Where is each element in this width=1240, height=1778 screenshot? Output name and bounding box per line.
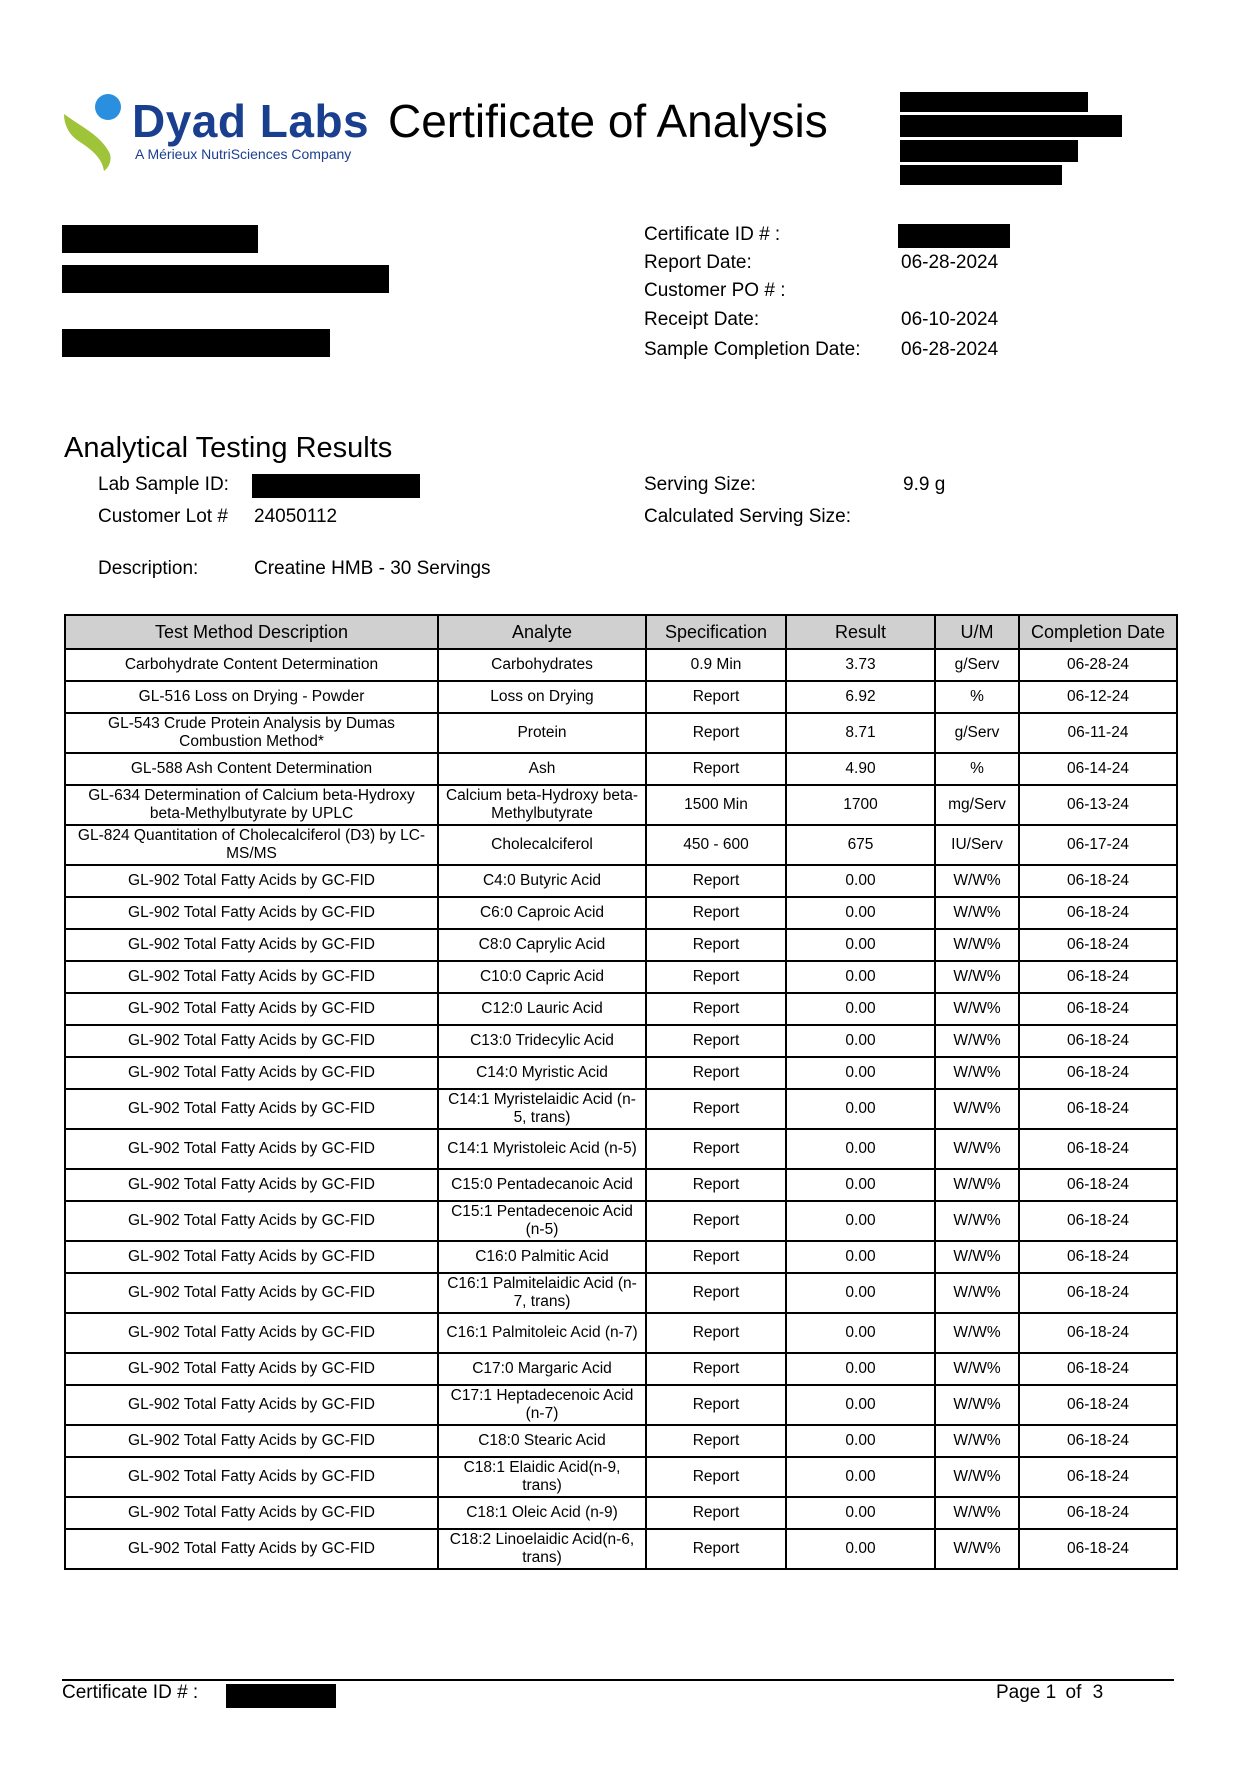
analyte-cell: C18:1 Elaidic Acid(n-9, trans): [438, 1457, 646, 1497]
analyte-cell: C18:0 Stearic Acid: [438, 1425, 646, 1457]
results-table: [64, 614, 1178, 1570]
test-method-cell: GL-902 Total Fatty Acids by GC-FID: [65, 1025, 438, 1057]
test-method-cell: GL-634 Determination of Calcium beta-Hydroxy beta-Methylbutyrate by UPLC: [65, 785, 438, 825]
analyte-cell: Loss on Drying: [438, 681, 646, 713]
test-method-cell: GL-902 Total Fatty Acids by GC-FID: [65, 993, 438, 1025]
completion-date-cell: 06-18-24: [1019, 897, 1177, 929]
redacted-block: [62, 329, 330, 357]
unit-cell: W/W%: [935, 1169, 1019, 1201]
table-row: [65, 785, 1177, 825]
unit-cell: W/W%: [935, 1241, 1019, 1273]
test-method-cell: GL-902 Total Fatty Acids by GC-FID: [65, 865, 438, 897]
company-logo: [62, 92, 382, 172]
specification-cell: 1500 Min: [646, 785, 786, 825]
unit-cell: W/W%: [935, 897, 1019, 929]
specification-cell: Report: [646, 1353, 786, 1385]
column-header: Specification: [646, 615, 786, 649]
table-row: [65, 1273, 1177, 1313]
specification-cell: Report: [646, 1385, 786, 1425]
test-method-cell: GL-902 Total Fatty Acids by GC-FID: [65, 1425, 438, 1457]
specification-cell: Report: [646, 1025, 786, 1057]
unit-cell: g/Serv: [935, 713, 1019, 753]
analyte-cell: C16:1 Palmitelaidic Acid (n-7, trans): [438, 1273, 646, 1313]
result-cell: 0.00: [786, 865, 935, 897]
specification-cell: Report: [646, 1129, 786, 1169]
completion-date-cell: 06-18-24: [1019, 1529, 1177, 1569]
report-date-label: Report Date:: [644, 252, 752, 273]
table-row: [65, 1385, 1177, 1425]
specification-cell: Report: [646, 713, 786, 753]
analyte-cell: Protein: [438, 713, 646, 753]
result-cell: 0.00: [786, 993, 935, 1025]
completion-date-cell: 06-11-24: [1019, 713, 1177, 753]
page-total: 3: [1092, 1682, 1104, 1703]
specification-cell: Report: [646, 1273, 786, 1313]
test-method-cell: GL-902 Total Fatty Acids by GC-FID: [65, 1089, 438, 1129]
analyte-cell: C18:1 Oleic Acid (n-9): [438, 1497, 646, 1529]
test-method-cell: GL-902 Total Fatty Acids by GC-FID: [65, 961, 438, 993]
unit-cell: W/W%: [935, 961, 1019, 993]
completion-date-cell: 06-18-24: [1019, 1057, 1177, 1089]
analyte-cell: C16:0 Palmitic Acid: [438, 1241, 646, 1273]
brand-subtitle: A Mérieux NutriSciences Company: [135, 146, 352, 162]
completion-date-cell: 06-14-24: [1019, 753, 1177, 785]
redacted-lab-sample-id: [252, 474, 420, 498]
result-cell: 0.00: [786, 1353, 935, 1385]
table-header-row: [65, 615, 1177, 649]
table-row: [65, 1241, 1177, 1273]
specification-cell: Report: [646, 993, 786, 1025]
result-cell: 1700: [786, 785, 935, 825]
test-method-cell: GL-902 Total Fatty Acids by GC-FID: [65, 1353, 438, 1385]
result-cell: 0.00: [786, 1057, 935, 1089]
test-method-cell: GL-902 Total Fatty Acids by GC-FID: [65, 1457, 438, 1497]
customer-lot-value: 24050112: [254, 506, 338, 527]
table-row: [65, 1169, 1177, 1201]
specification-cell: Report: [646, 1425, 786, 1457]
unit-cell: IU/Serv: [935, 825, 1019, 865]
completion-date-cell: 06-18-24: [1019, 1425, 1177, 1457]
unit-cell: W/W%: [935, 1089, 1019, 1129]
result-cell: 675: [786, 825, 935, 865]
completion-date-cell: 06-18-24: [1019, 1241, 1177, 1273]
test-method-cell: GL-824 Quantitation of Cholecalciferol (D3) by LC-MS/MS: [65, 825, 438, 865]
result-cell: 0.00: [786, 1529, 935, 1569]
redacted-block: [900, 140, 1078, 162]
serving-size-value: 9.9 g: [903, 474, 946, 495]
unit-cell: W/W%: [935, 1385, 1019, 1425]
unit-cell: %: [935, 753, 1019, 785]
specification-cell: Report: [646, 1089, 786, 1129]
completion-date-cell: 06-18-24: [1019, 929, 1177, 961]
column-header: Result: [786, 615, 935, 649]
test-method-cell: GL-516 Loss on Drying - Powder: [65, 681, 438, 713]
column-header: Test Method Description: [65, 615, 438, 649]
test-method-cell: GL-543 Crude Protein Analysis by Dumas Combustion Method*: [65, 713, 438, 753]
column-header: Analyte: [438, 615, 646, 649]
test-method-cell: GL-902 Total Fatty Acids by GC-FID: [65, 1057, 438, 1089]
analyte-cell: C17:0 Margaric Acid: [438, 1353, 646, 1385]
table-row: [65, 1025, 1177, 1057]
unit-cell: W/W%: [935, 1057, 1019, 1089]
test-method-cell: GL-902 Total Fatty Acids by GC-FID: [65, 1313, 438, 1353]
table-row: [65, 1425, 1177, 1457]
specification-cell: 450 - 600: [646, 825, 786, 865]
completion-date-label: Sample Completion Date:: [644, 339, 861, 360]
table-row: [65, 713, 1177, 753]
table-row: [65, 1089, 1177, 1129]
completion-date-cell: 06-18-24: [1019, 1457, 1177, 1497]
specification-cell: Report: [646, 1169, 786, 1201]
completion-date-cell: 06-18-24: [1019, 1201, 1177, 1241]
certificate-id-label: Certificate ID # :: [644, 224, 781, 245]
table-row: [65, 961, 1177, 993]
result-cell: 0.00: [786, 1169, 935, 1201]
unit-cell: W/W%: [935, 1497, 1019, 1529]
analyte-cell: C6:0 Caproic Acid: [438, 897, 646, 929]
specification-cell: Report: [646, 929, 786, 961]
specification-cell: Report: [646, 1313, 786, 1353]
test-method-cell: GL-902 Total Fatty Acids by GC-FID: [65, 1241, 438, 1273]
specification-cell: Report: [646, 865, 786, 897]
specification-cell: Report: [646, 1497, 786, 1529]
analyte-cell: C15:1 Pentadecenoic Acid (n-5): [438, 1201, 646, 1241]
specification-cell: Report: [646, 1457, 786, 1497]
table-row: [65, 865, 1177, 897]
test-method-cell: GL-902 Total Fatty Acids by GC-FID: [65, 1273, 438, 1313]
test-method-cell: Carbohydrate Content Determination: [65, 649, 438, 681]
receipt-date-value: 06-10-2024: [901, 309, 999, 330]
result-cell: 0.00: [786, 1089, 935, 1129]
redacted-block: [900, 115, 1122, 137]
specification-cell: Report: [646, 897, 786, 929]
table-row: [65, 649, 1177, 681]
unit-cell: W/W%: [935, 929, 1019, 961]
customer-po-label: Customer PO # :: [644, 280, 786, 301]
analyte-cell: C14:1 Myristelaidic Acid (n-5, trans): [438, 1089, 646, 1129]
test-method-cell: GL-902 Total Fatty Acids by GC-FID: [65, 1201, 438, 1241]
lab-sample-id-label: Lab Sample ID:: [98, 474, 229, 495]
unit-cell: mg/Serv: [935, 785, 1019, 825]
unit-cell: W/W%: [935, 1425, 1019, 1457]
completion-date-cell: 06-18-24: [1019, 865, 1177, 897]
specification-cell: Report: [646, 681, 786, 713]
page-prefix: Page: [996, 1682, 1041, 1703]
analyte-cell: C16:1 Palmitoleic Acid (n-7): [438, 1313, 646, 1353]
completion-date-cell: 06-18-24: [1019, 1129, 1177, 1169]
specification-cell: Report: [646, 753, 786, 785]
completion-date-cell: 06-18-24: [1019, 1169, 1177, 1201]
result-cell: 0.00: [786, 1457, 935, 1497]
result-cell: 0.00: [786, 1129, 935, 1169]
table-row: [65, 1057, 1177, 1089]
analyte-cell: C12:0 Lauric Acid: [438, 993, 646, 1025]
results-table-body: [65, 649, 1177, 1569]
table-row: [65, 1529, 1177, 1569]
result-cell: 0.00: [786, 1313, 935, 1353]
unit-cell: W/W%: [935, 1353, 1019, 1385]
result-cell: 3.73: [786, 649, 935, 681]
description-value: Creatine HMB - 30 Servings: [254, 558, 491, 579]
analyte-cell: Calcium beta-Hydroxy beta-Methylbutyrate: [438, 785, 646, 825]
result-cell: 0.00: [786, 961, 935, 993]
analyte-cell: C15:0 Pentadecanoic Acid: [438, 1169, 646, 1201]
result-cell: 4.90: [786, 753, 935, 785]
table-row: [65, 1353, 1177, 1385]
page-indicator: [996, 1682, 1103, 1704]
page-current: 1: [1045, 1682, 1057, 1703]
report-date-value: 06-28-2024: [901, 252, 999, 273]
table-row: [65, 929, 1177, 961]
table-row: [65, 1129, 1177, 1169]
footer-certificate-id-label: Certificate ID # :: [62, 1682, 199, 1703]
completion-date-cell: 06-18-24: [1019, 1273, 1177, 1313]
redacted-block: [62, 225, 258, 253]
completion-date-cell: 06-18-24: [1019, 1089, 1177, 1129]
result-cell: 0.00: [786, 1385, 935, 1425]
analyte-cell: C14:1 Myristoleic Acid (n-5): [438, 1129, 646, 1169]
serving-size-label: Serving Size:: [644, 474, 756, 495]
unit-cell: W/W%: [935, 1025, 1019, 1057]
test-method-cell: GL-902 Total Fatty Acids by GC-FID: [65, 1529, 438, 1569]
test-method-cell: GL-902 Total Fatty Acids by GC-FID: [65, 929, 438, 961]
description-label: Description:: [98, 558, 199, 579]
specification-cell: 0.9 Min: [646, 649, 786, 681]
analyte-cell: C14:0 Myristic Acid: [438, 1057, 646, 1089]
result-cell: 0.00: [786, 1273, 935, 1313]
unit-cell: %: [935, 681, 1019, 713]
test-method-cell: GL-902 Total Fatty Acids by GC-FID: [65, 897, 438, 929]
result-cell: 0.00: [786, 1497, 935, 1529]
redacted-certificate-id: [898, 224, 1010, 248]
analyte-cell: C17:1 Heptadecenoic Acid (n-7): [438, 1385, 646, 1425]
unit-cell: W/W%: [935, 865, 1019, 897]
footer-divider: [62, 1679, 1174, 1681]
result-cell: 6.92: [786, 681, 935, 713]
completion-date-cell: 06-18-24: [1019, 1353, 1177, 1385]
customer-lot-label: Customer Lot #: [98, 506, 228, 527]
result-cell: 0.00: [786, 1425, 935, 1457]
receipt-date-label: Receipt Date:: [644, 309, 760, 330]
page-of: of: [1065, 1682, 1082, 1703]
table-row: [65, 681, 1177, 713]
redacted-footer-certificate-id: [226, 1684, 336, 1708]
unit-cell: W/W%: [935, 993, 1019, 1025]
unit-cell: W/W%: [935, 1457, 1019, 1497]
analyte-cell: Cholecalciferol: [438, 825, 646, 865]
table-row: [65, 753, 1177, 785]
result-cell: 0.00: [786, 1201, 935, 1241]
result-cell: 0.00: [786, 929, 935, 961]
analyte-cell: Carbohydrates: [438, 649, 646, 681]
redacted-block: [900, 165, 1062, 185]
specification-cell: Report: [646, 961, 786, 993]
completion-date-cell: 06-18-24: [1019, 1313, 1177, 1353]
redacted-block: [900, 92, 1088, 112]
table-row: [65, 897, 1177, 929]
completion-date-cell: 06-13-24: [1019, 785, 1177, 825]
column-header: Completion Date: [1019, 615, 1177, 649]
result-cell: 0.00: [786, 1025, 935, 1057]
table-row: [65, 1201, 1177, 1241]
redacted-block: [62, 265, 389, 293]
unit-cell: W/W%: [935, 1529, 1019, 1569]
result-cell: 0.00: [786, 1241, 935, 1273]
table-row: [65, 1457, 1177, 1497]
completion-date-cell: 06-18-24: [1019, 1385, 1177, 1425]
leaf-logo-icon: [62, 92, 132, 172]
test-method-cell: GL-588 Ash Content Determination: [65, 753, 438, 785]
completion-date-cell: 06-18-24: [1019, 961, 1177, 993]
completion-date-cell: 06-18-24: [1019, 993, 1177, 1025]
calculated-serving-size-label: Calculated Serving Size:: [644, 506, 851, 527]
test-method-cell: GL-902 Total Fatty Acids by GC-FID: [65, 1497, 438, 1529]
specification-cell: Report: [646, 1529, 786, 1569]
section-title: Analytical Testing Results: [64, 432, 393, 464]
analyte-cell: C8:0 Caprylic Acid: [438, 929, 646, 961]
completion-date-cell: 06-12-24: [1019, 681, 1177, 713]
completion-date-cell: 06-28-24: [1019, 649, 1177, 681]
analyte-cell: C10:0 Capric Acid: [438, 961, 646, 993]
specification-cell: Report: [646, 1057, 786, 1089]
test-method-cell: GL-902 Total Fatty Acids by GC-FID: [65, 1169, 438, 1201]
document-title: Certificate of Analysis: [388, 95, 828, 147]
analyte-cell: C13:0 Tridecylic Acid: [438, 1025, 646, 1057]
analyte-cell: C18:2 Linoelaidic Acid(n-6, trans): [438, 1529, 646, 1569]
unit-cell: W/W%: [935, 1129, 1019, 1169]
test-method-cell: GL-902 Total Fatty Acids by GC-FID: [65, 1385, 438, 1425]
table-row: [65, 825, 1177, 865]
result-cell: 0.00: [786, 897, 935, 929]
specification-cell: Report: [646, 1201, 786, 1241]
table-row: [65, 1497, 1177, 1529]
analyte-cell: Ash: [438, 753, 646, 785]
analyte-cell: C4:0 Butyric Acid: [438, 865, 646, 897]
unit-cell: W/W%: [935, 1313, 1019, 1353]
unit-cell: W/W%: [935, 1273, 1019, 1313]
unit-cell: W/W%: [935, 1201, 1019, 1241]
completion-date-cell: 06-17-24: [1019, 825, 1177, 865]
test-method-cell: GL-902 Total Fatty Acids by GC-FID: [65, 1129, 438, 1169]
completion-date-cell: 06-18-24: [1019, 1497, 1177, 1529]
specification-cell: Report: [646, 1241, 786, 1273]
completion-date-cell: 06-18-24: [1019, 1025, 1177, 1057]
unit-cell: g/Serv: [935, 649, 1019, 681]
column-header: U/M: [935, 615, 1019, 649]
result-cell: 8.71: [786, 713, 935, 753]
table-row: [65, 1313, 1177, 1353]
table-row: [65, 993, 1177, 1025]
completion-date-value: 06-28-2024: [901, 339, 999, 360]
brand-name: Dyad Labs: [132, 95, 370, 147]
